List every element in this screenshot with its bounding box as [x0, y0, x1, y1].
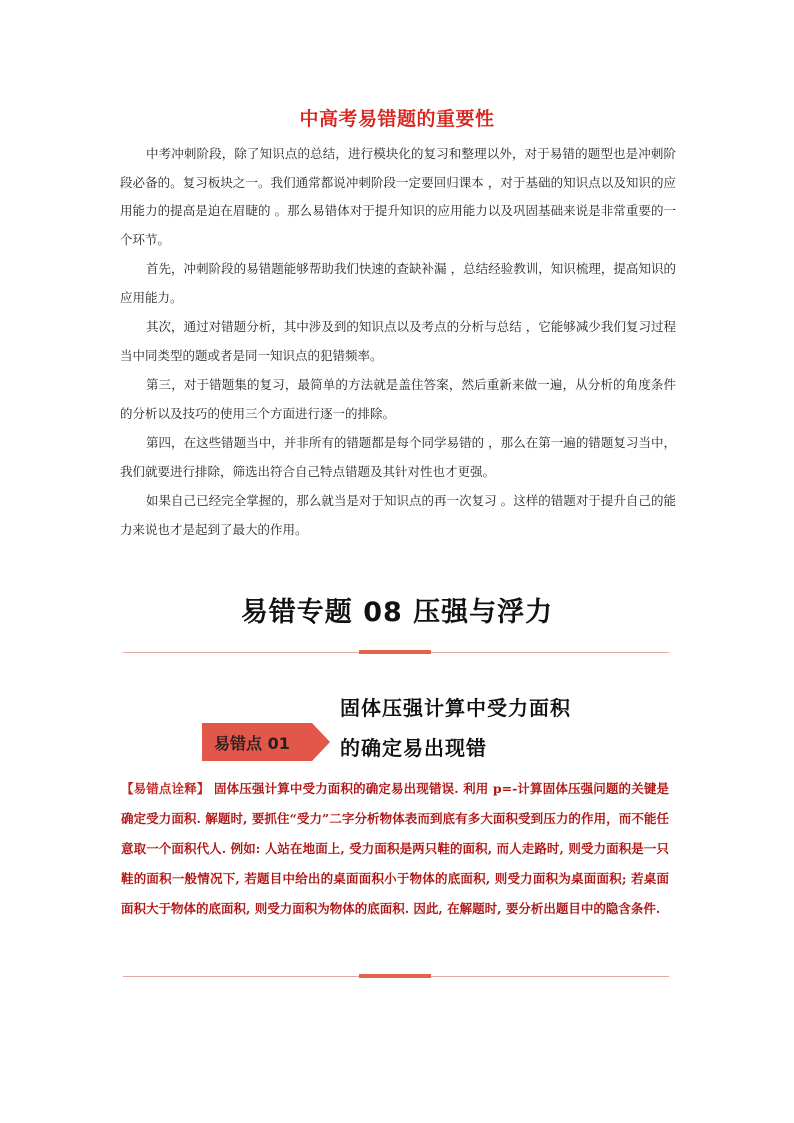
intro-paragraph: 第三，对于错题集的复习，最简单的方法就是盖住答案，然后重新来做一遍，从分析的角度条件的分析以及技巧的使用三个方面进行逐一的排除。 — [120, 377, 676, 421]
intro-paragraph: 第四，在这些错题当中，并非所有的错题都是每个同学易错的 ，那么在第一遍的错题复习当中，我们就要进行排除，筛选出符合自己特点错题及其针对性也才更强。 — [120, 435, 676, 479]
explanation-text: 固体压强计算中受力面积的确定易出现错误. 利用 p=-计算固体压强问题的关键是确定受力面积. 解题时, 要抓住“受力”二字分析物体表而到底有多大面积受到压力的作用，而不能任意取一个面积代人. 例如: 人站在地面上, 受力面积是两只鞋的面积, 而人走路时, 则受力面积是一只鞋的面积一般情况下, 若题目中给出的桌面面积小于物体的底面积, 则受力面积为桌面面积; 若桌面面积大于物体的底面积, 则受力面积为物体的底面积. 因此, 在解题时, 要分析出题目中的隐含条件. — [121, 781, 669, 916]
divider-accent — [359, 650, 431, 654]
point-title-line: 的确定易出现错 — [340, 736, 487, 760]
divider — [123, 976, 669, 977]
intro-paragraph: 首先，冲刺阶段的易错题能够帮助我们快速的查缺补漏 ，总结经验教训，知识梳理，提高知识的应用能力。 — [120, 261, 676, 305]
intro-paragraph: 中考冲刺阶段，除了知识点的总结，进行模块化的复习和整理以外，对于易错的题型也是冲刺阶段必备的。复习板块之一。我们通常都说冲刺阶段一定要回归课本 ，对于基础的知识点以及知识的应用能力的提高是迫在眉睫的 。那么易错体对于提升知识的应用能力以及巩固基础来说是非常重要的一个环节。 — [120, 146, 676, 247]
badge-label: 易错点 01 — [214, 734, 290, 753]
main-heading: 易错专题 08 压强与浮力 — [240, 597, 554, 628]
point-title — [340, 688, 571, 768]
point-badge — [202, 723, 330, 761]
explanation-paragraph — [121, 774, 669, 924]
intro-section — [120, 140, 676, 544]
intro-paragraph: 其次，通过对错题分析，其中涉及到的知识点以及考点的分析与总结 ，它能够减少我们复习过程当中同类型的题或者是同一知识点的犯错频率。 — [120, 319, 676, 363]
intro-paragraph: 如果自己已经完全掌握的，那么就当是对于知识点的再一次复习 。这样的错题对于提升自己的能力来说也才是起到了最大的作用。 — [120, 493, 676, 537]
point-title-line: 固体压强计算中受力面积 — [340, 696, 571, 720]
divider — [123, 652, 669, 653]
divider-accent — [359, 974, 431, 978]
explanation-tag: 【易错点诠释】 — [121, 781, 210, 796]
top-title: 中高考易错题的重要性 — [299, 108, 495, 130]
